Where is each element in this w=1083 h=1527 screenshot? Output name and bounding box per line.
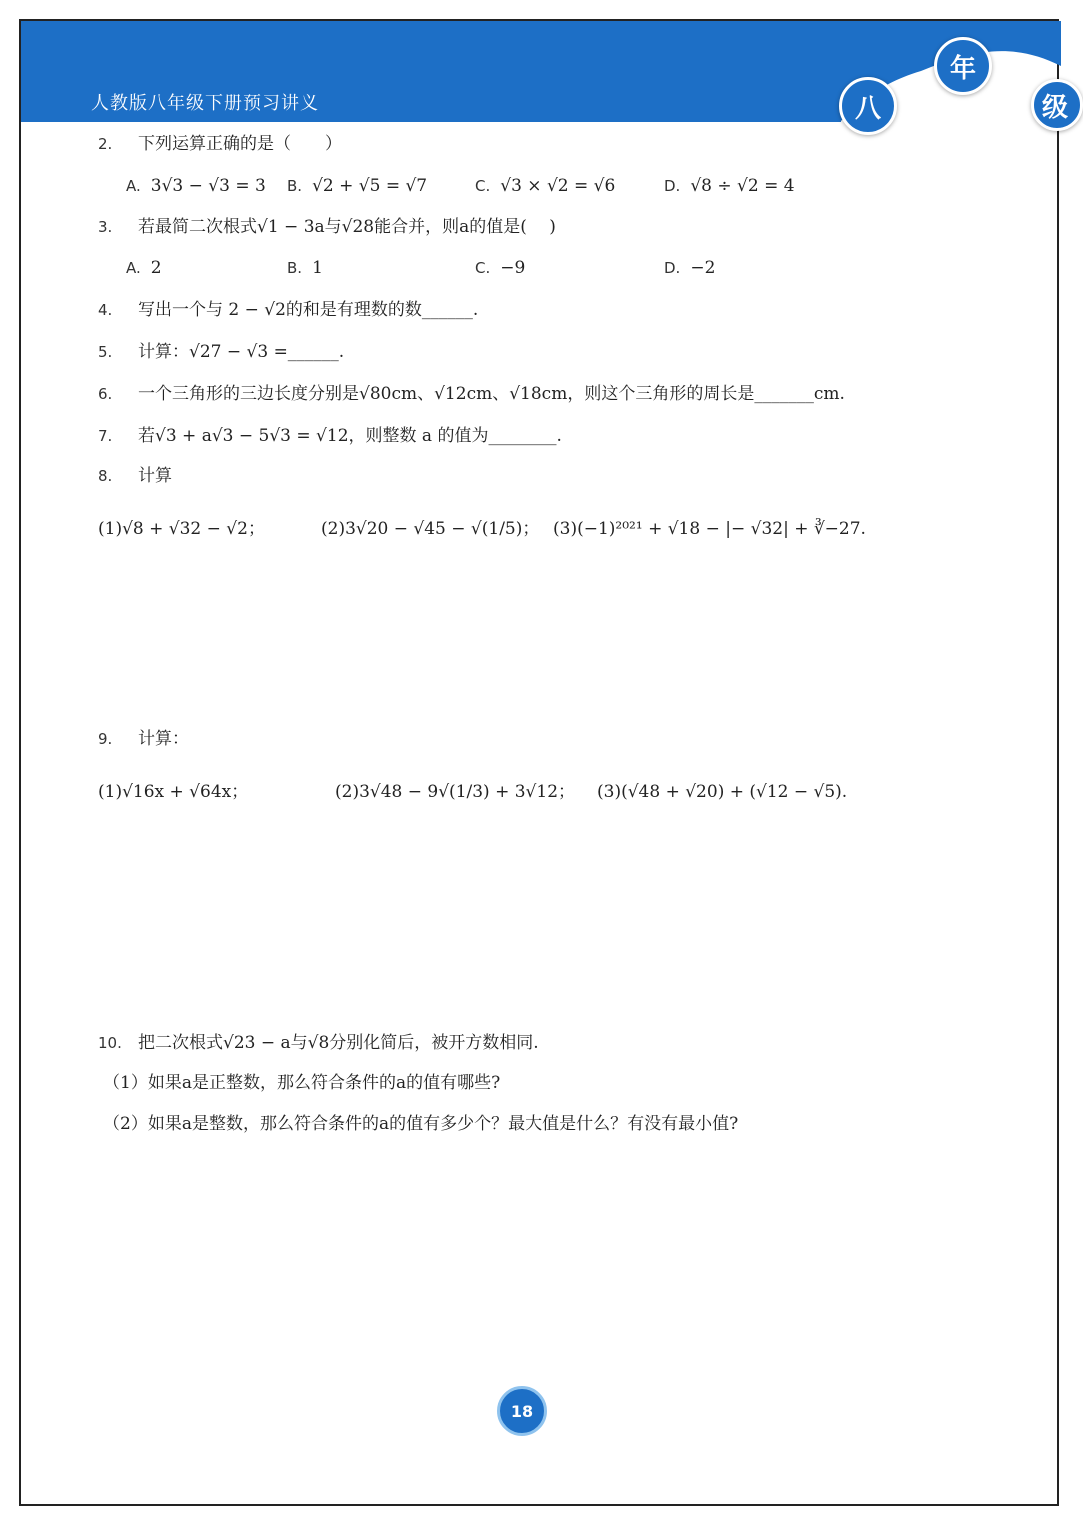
option-text: 2: [150, 258, 162, 278]
question-text: 若最简二次根式√1 − 3a与√28能合并，则a的值是( ): [138, 217, 556, 237]
question-number: 5.: [98, 343, 113, 361]
grade-badge-level: 级: [1031, 79, 1083, 131]
option-label: D.: [664, 177, 681, 195]
question-number: 7.: [98, 427, 113, 445]
question-text: 计算: [138, 466, 172, 486]
question-text: 计算：: [138, 729, 189, 749]
question-number: 9.: [98, 730, 113, 748]
q9-part-2: (2)3√48 − 9√(1/3) + 3√12；: [335, 782, 576, 802]
question-8: [98, 465, 172, 487]
question-number: 8.: [98, 467, 113, 485]
header-title: 人教版八年级下册预习讲义: [91, 93, 319, 114]
option-text: √3 × √2 = √6: [500, 176, 616, 196]
grade-badge-eight: 八: [839, 77, 897, 135]
q8-part-2: (2)3√20 − √45 − √(1/5)；: [321, 519, 540, 539]
option-text: √2 + √5 = √7: [312, 176, 428, 196]
question-number: 4.: [98, 301, 113, 319]
question-number: 10.: [98, 1034, 122, 1052]
option-label: C.: [475, 259, 491, 277]
question-5: [98, 341, 344, 363]
q8-part-3: (3)(−1)²⁰²¹ + √18 − |− √32| + ∛−27.: [553, 519, 866, 539]
q10-sub-1: （1）如果a是正整数，那么符合条件的a的值有哪些?: [103, 1073, 501, 1093]
option-b[interactable]: [287, 257, 323, 279]
question-text: 写出一个与 2 − √2的和是有理数的数______.: [138, 300, 479, 320]
option-label: D.: [664, 259, 681, 277]
question-6: [98, 383, 845, 405]
option-label: C.: [475, 177, 491, 195]
question-number: 2.: [98, 135, 113, 153]
question-text: 把二次根式√23 − a与√8分别化简后，被开方数相同.: [138, 1033, 539, 1053]
question-4: [98, 299, 478, 321]
option-text: −9: [500, 258, 526, 278]
q8-part-1: (1)√8 + √32 − √2；: [98, 519, 265, 539]
option-c[interactable]: [475, 257, 525, 279]
question-number: 3.: [98, 218, 113, 236]
q9-part-1: (1)√16x + √64x；: [98, 782, 249, 802]
option-d[interactable]: [664, 257, 715, 279]
option-text: 1: [312, 258, 323, 278]
q10-sub-2: （2）如果a是整数，那么符合条件的a的值有多少个？最大值是什么？有没有最小值?: [103, 1114, 739, 1134]
option-label: A.: [126, 177, 141, 195]
question-9: [98, 728, 189, 750]
option-text: −2: [690, 258, 716, 278]
option-label: B.: [287, 259, 303, 277]
page-number: 18: [497, 1386, 547, 1436]
option-text: √8 ÷ √2 = 4: [690, 176, 795, 196]
q9-part-3: (3)(√48 + √20) + (√12 − √5).: [597, 782, 848, 802]
option-b[interactable]: [287, 175, 427, 197]
option-text: 3√3 − √3 = 3: [150, 176, 266, 196]
question-2: [98, 133, 342, 155]
question-7: [98, 425, 562, 447]
option-label: A.: [126, 259, 141, 277]
option-a[interactable]: [126, 175, 266, 197]
worksheet-page: [19, 19, 1069, 1506]
option-c[interactable]: [475, 175, 615, 197]
question-10: [98, 1032, 539, 1054]
question-text: 下列运算正确的是（ ）: [138, 134, 342, 154]
option-d[interactable]: [664, 175, 795, 197]
question-text: 计算：√27 − √3 =______.: [138, 342, 345, 362]
option-a[interactable]: [126, 257, 162, 279]
question-3: [98, 216, 556, 238]
option-label: B.: [287, 177, 303, 195]
question-text: 一个三角形的三边长度分别是√80cm、√12cm、√18cm，则这个三角形的周长是_______cm.: [138, 384, 845, 404]
grade-badge-year: 年: [934, 37, 992, 95]
question-number: 6.: [98, 385, 113, 403]
question-text: 若√3 + a√3 − 5√3 = √12，则整数 a 的值为________.: [138, 426, 562, 446]
